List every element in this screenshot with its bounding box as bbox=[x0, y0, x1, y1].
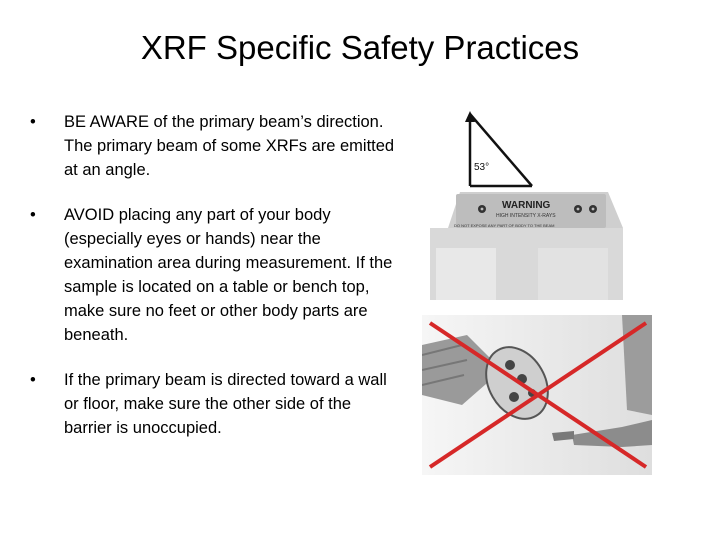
warning-subtext: HIGH INTENSITY X-RAYS bbox=[496, 213, 556, 219]
xrf-device bbox=[430, 192, 623, 300]
bullet-marker: • bbox=[30, 371, 36, 389]
warning-strip: DO NOT EXPOSE ANY PART OF BODY TO THE BEAM bbox=[454, 223, 555, 228]
slide-title: XRF Specific Safety Practices bbox=[140, 29, 580, 66]
angle-label: 53° bbox=[474, 162, 490, 173]
warning-label: WARNING bbox=[502, 200, 551, 211]
bullet-text: If the primary beam is directed toward a wall or floor, make sure the other side of the barrier is unoccupied. bbox=[64, 371, 387, 437]
bullet-marker: • bbox=[30, 113, 36, 131]
bullet-item bbox=[30, 368, 400, 440]
xrf-beam-angle-photo bbox=[418, 108, 623, 300]
bullet-text: AVOID placing any part of your body (especially eyes or hands) near the examination area during measurement. If the sample is located on a table or bench top, make sure no feet or other body parts are beneath. bbox=[64, 206, 393, 344]
bullet-marker: • bbox=[30, 206, 36, 224]
bullet-item bbox=[30, 203, 400, 347]
bullet-text: BE AWARE of the primary beam’s direction. The primary beam of some XRFs are emitted at an angle. bbox=[64, 113, 395, 179]
bullet-item bbox=[30, 110, 400, 182]
prohibited-hand-photo bbox=[422, 315, 652, 475]
bullet-list bbox=[30, 110, 400, 440]
